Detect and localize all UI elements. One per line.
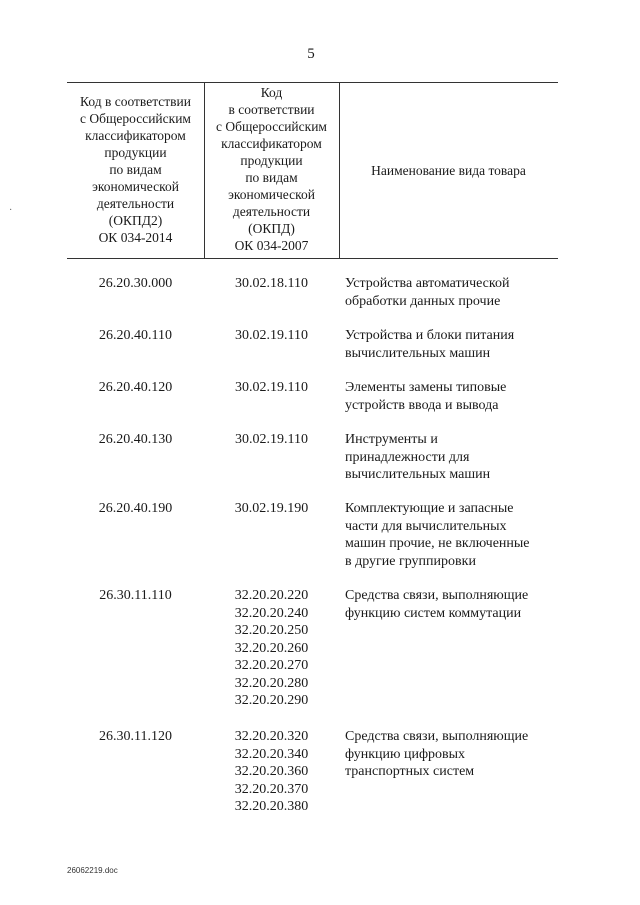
okpd-codes bbox=[204, 431, 339, 449]
okpd-code: 30.02.19.110 bbox=[235, 328, 308, 343]
product-name-line: в другие группировки bbox=[345, 553, 476, 569]
header-okpd2-line: деятельности bbox=[96, 196, 175, 211]
header-product-name-line: Наименование вида товара bbox=[371, 163, 526, 178]
okpd2-code: 26.20.40.110 bbox=[99, 328, 172, 343]
product-name bbox=[345, 275, 560, 310]
header-okpd-line: Код bbox=[260, 85, 283, 100]
header-product-name bbox=[339, 162, 558, 179]
okpd-code: 32.20.20.340 bbox=[234, 746, 309, 762]
product-name bbox=[345, 587, 560, 622]
okpd-code: 32.20.20.380 bbox=[234, 799, 309, 814]
header-okpd bbox=[204, 84, 339, 254]
okpd2-code: 26.30.11.110 bbox=[99, 588, 172, 603]
product-name-line: части для вычислительных bbox=[345, 518, 507, 534]
okpd-code: 32.20.20.290 bbox=[234, 693, 309, 708]
okpd-code: 30.02.18.110 bbox=[235, 276, 308, 291]
product-name-line: обработки данных прочие bbox=[345, 293, 501, 309]
okpd-codes bbox=[204, 327, 339, 345]
product-name-line: Устройства и блоки питания bbox=[345, 328, 515, 343]
product-name bbox=[345, 500, 560, 570]
product-name-line: Средства связи, выполняющие bbox=[345, 729, 529, 744]
okpd-codes bbox=[204, 587, 339, 710]
product-name-line: устройств ввода и вывода bbox=[345, 397, 499, 413]
table-header-bottom-rule bbox=[67, 258, 558, 259]
okpd-code: 32.20.20.220 bbox=[234, 588, 309, 603]
okpd-codes bbox=[204, 379, 339, 397]
okpd-code: 32.20.20.280 bbox=[234, 675, 309, 691]
okpd2-code: 26.20.40.130 bbox=[98, 432, 173, 447]
okpd-code: 32.20.20.360 bbox=[234, 764, 309, 779]
okpd-code: 32.20.20.250 bbox=[234, 623, 309, 638]
header-okpd2-line: ОК 034-2014 bbox=[98, 230, 173, 245]
header-okpd2-line: классификатором bbox=[85, 128, 186, 143]
header-okpd-line: деятельности bbox=[232, 204, 311, 219]
header-okpd2-line: (ОКПД2) bbox=[108, 213, 163, 228]
product-name-line: Устройства автоматической bbox=[345, 276, 510, 291]
okpd-code: 32.20.20.320 bbox=[234, 729, 309, 744]
okpd-codes bbox=[204, 500, 339, 518]
header-okpd2 bbox=[67, 93, 204, 246]
product-name-line: функцию цифровых bbox=[345, 746, 466, 762]
product-name-line: машин прочие, не включенные bbox=[345, 536, 530, 551]
okpd2-code: 26.20.40.120 bbox=[98, 380, 173, 395]
table-top-rule bbox=[67, 82, 558, 83]
header-okpd-line: по видам bbox=[245, 170, 298, 185]
okpd2-code: 26.20.30.000 bbox=[98, 276, 173, 291]
product-name-line: Средства связи, выполняющие bbox=[345, 588, 529, 603]
header-okpd2-line: с Общероссийским bbox=[80, 111, 191, 126]
header-okpd2-line: по видам bbox=[109, 162, 162, 177]
product-name bbox=[345, 728, 560, 781]
product-name-line: Комплектующие и запасные bbox=[345, 501, 514, 516]
okpd-code: 32.20.20.240 bbox=[234, 605, 309, 621]
header-okpd-line: с Общероссийским bbox=[216, 119, 327, 134]
okpd-code: 30.02.19.190 bbox=[234, 501, 309, 516]
product-name-line: вычислительных машин bbox=[345, 345, 491, 361]
product-name-line: Инструменты и bbox=[345, 432, 438, 447]
header-okpd-line: экономической bbox=[228, 187, 315, 202]
okpd-code: 30.02.19.110 bbox=[235, 380, 308, 395]
product-name-line: принадлежности для bbox=[345, 449, 470, 465]
product-name-line: функцию систем коммутации bbox=[345, 605, 522, 621]
header-okpd2-line: продукции bbox=[104, 145, 167, 160]
product-name bbox=[345, 431, 560, 484]
okpd-code: 30.02.19.110 bbox=[235, 432, 308, 447]
okpd-code: 32.20.20.370 bbox=[234, 781, 309, 797]
header-okpd2-line: Код в соответствии bbox=[80, 94, 191, 109]
header-okpd2-line: экономической bbox=[92, 179, 179, 194]
product-name bbox=[345, 379, 560, 414]
footer-filename: 26062219.doc bbox=[67, 866, 118, 875]
product-name bbox=[345, 327, 560, 362]
okpd2-code: 26.20.40.190 bbox=[98, 501, 173, 516]
okpd2-code: 26.30.11.120 bbox=[99, 729, 172, 744]
okpd-codes bbox=[204, 275, 339, 293]
okpd-codes bbox=[204, 728, 339, 816]
okpd-code: 32.20.20.270 bbox=[234, 658, 309, 673]
header-okpd-line: в соответствии bbox=[228, 102, 315, 117]
header-okpd-line: (ОКПД) bbox=[248, 221, 295, 236]
header-okpd-line: классификатором bbox=[221, 136, 322, 151]
header-okpd-line: продукции bbox=[240, 153, 303, 168]
margin-mark: · bbox=[9, 205, 13, 216]
okpd-code: 32.20.20.260 bbox=[234, 640, 309, 656]
product-name-line: Элементы замены типовые bbox=[345, 380, 507, 395]
product-name-line: вычислительных машин bbox=[345, 467, 491, 482]
product-name-line: транспортных систем bbox=[345, 764, 475, 779]
page-number: 5 bbox=[307, 46, 315, 62]
header-okpd-line: ОК 034-2007 bbox=[234, 238, 309, 253]
